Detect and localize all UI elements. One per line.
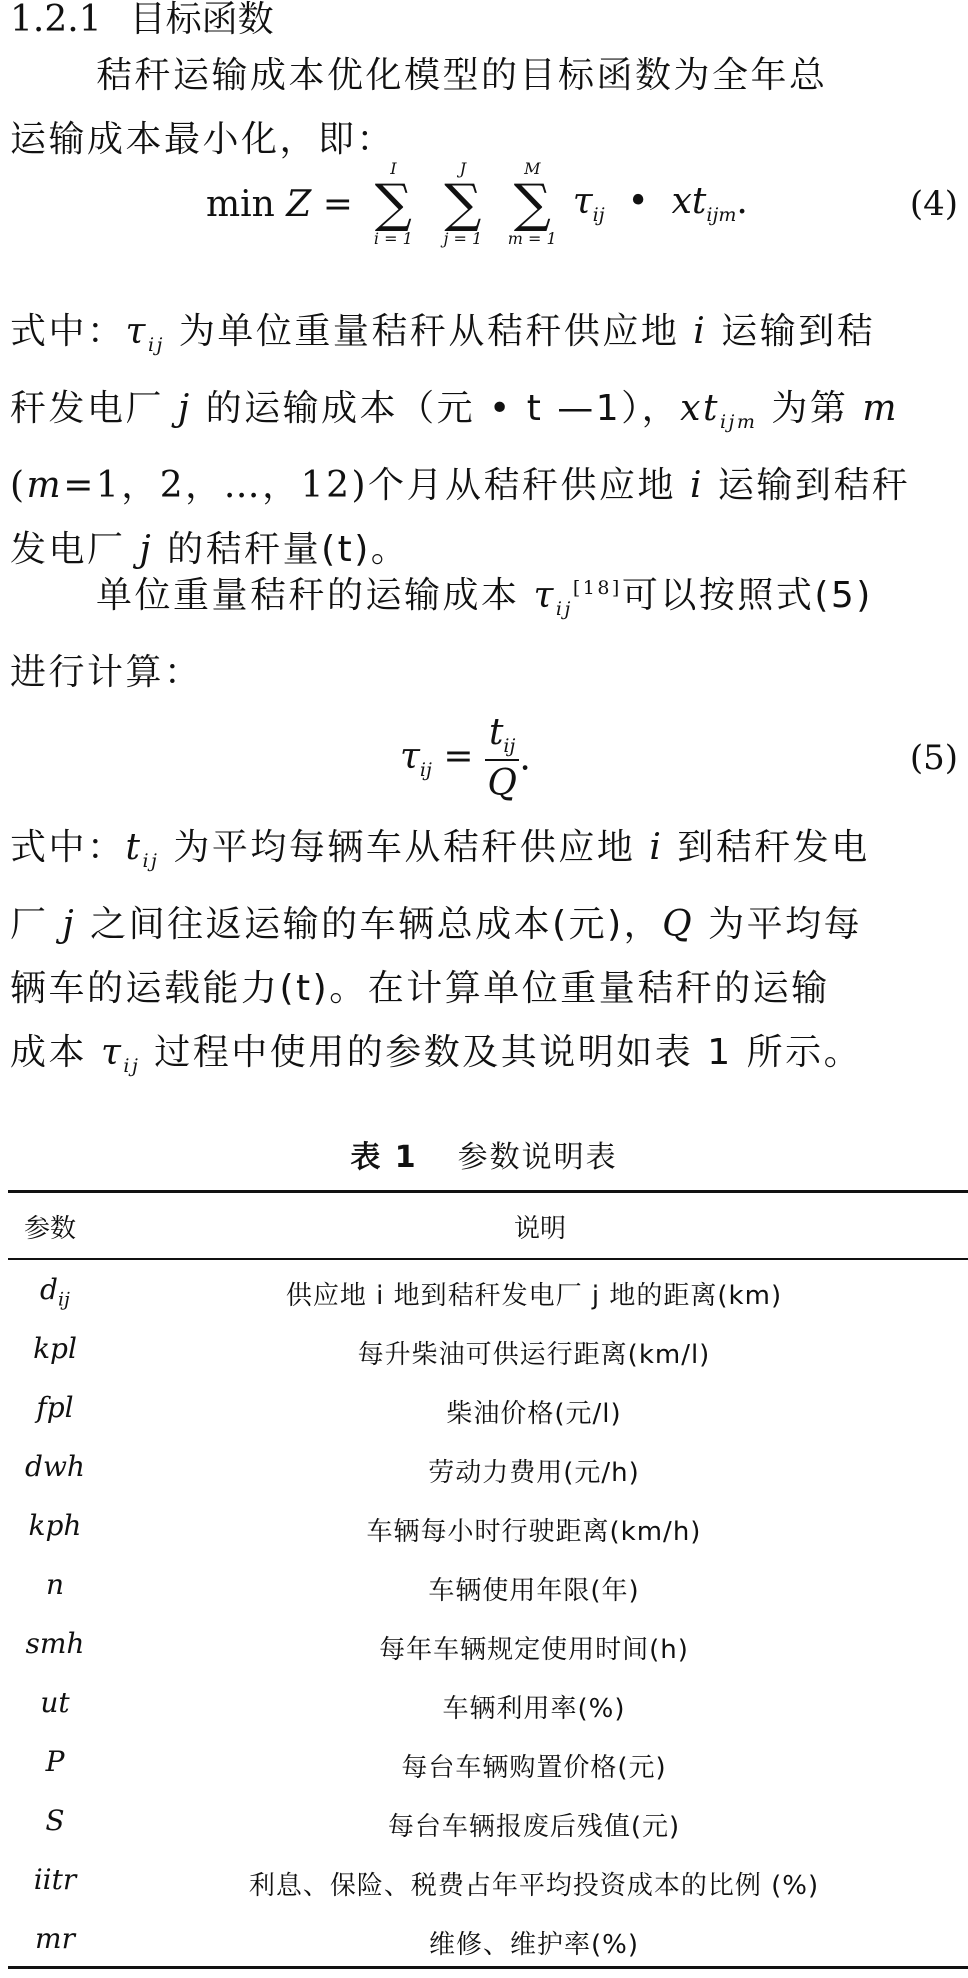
param-description: 柴油价格(元/l) <box>446 1399 622 1429</box>
table-row <box>0 1853 968 1912</box>
table-header-param: 参数 <box>24 1214 77 1244</box>
table-header-rule <box>8 1258 968 1260</box>
equation-5-number: (5) <box>909 738 958 778</box>
param-symbol: mr <box>35 1922 75 1955</box>
paragraph-objective <box>10 44 968 172</box>
param-symbol: $d_{ij}$ <box>40 1273 70 1311</box>
paragraph-unit-cost: 单位重量秸秆的运输成本 $\tau_{ij}[18]$可以按照式(5) 进行计算： <box>10 575 873 694</box>
equation-4-number: (4) <box>909 184 958 224</box>
table-row <box>0 1440 968 1499</box>
table-row <box>0 1735 968 1794</box>
table-row <box>0 1263 968 1322</box>
section-title: 目标函数 <box>129 0 274 40</box>
param-symbol: smh <box>25 1627 85 1660</box>
param-symbol: S <box>45 1804 65 1837</box>
section-number: 1.2.1 <box>10 0 102 40</box>
equation-4: min Z = I ∑ i = 1 J ∑ j = 1 M ∑ m = 1 $\tau_{ij}$ • $xt_{ijm}$. (4) <box>206 159 958 248</box>
sum-m: M ∑ m = 1 <box>507 159 557 248</box>
table-title: 参数说明表 <box>457 1140 618 1175</box>
table-row <box>0 1558 968 1617</box>
para1-line1: 秸秆运输成本优化模型的目标函数为全年总 <box>96 55 828 96</box>
paragraph-notation-1: 式中：$\tau_{ij}$ 为单位重量秸秆从秸秆供应地 i 运输到秸 秆发电厂 j 的运输成本（元 • t —1），$xt_{ijm}$ 为第 m (m=1，2，…，12)个月从秸秆供应地 i 运输到秸秆 发电厂 j 的秸秆量(t)。 <box>10 311 911 571</box>
param-description: 每台车辆报废后残值(元) <box>387 1812 681 1842</box>
table-row <box>0 1499 968 1558</box>
sum-j: J ∑ j = 1 <box>443 159 483 248</box>
param-symbol: fpl <box>36 1391 74 1424</box>
param-symbol: ut <box>40 1686 70 1719</box>
table-row <box>0 1322 968 1381</box>
table-header-desc: 说明 <box>513 1214 566 1244</box>
equation-5: $\tau_{ij}$ = $\frac{t_{ij}}{Q}$ . (5) <box>400 712 958 805</box>
para1-line2: 运输成本最小化，即： <box>10 119 396 160</box>
sum-i: I ∑ i = 1 <box>373 159 413 248</box>
param-description: 车辆使用年限(年) <box>428 1576 640 1606</box>
section-heading <box>10 0 274 40</box>
param-description: 维修、维护率(%) <box>429 1930 639 1960</box>
param-description: 车辆每小时行驶距离(km/h) <box>366 1517 702 1547</box>
param-symbol: dwh <box>25 1450 85 1483</box>
param-symbol: kph <box>28 1509 82 1542</box>
param-description: 车辆利用率(%) <box>442 1694 626 1724</box>
param-symbol: iitr <box>33 1863 77 1896</box>
param-description: 每升柴油可供运行距离(km/l) <box>357 1340 711 1370</box>
param-description: 每年车辆规定使用时间(h) <box>379 1635 689 1665</box>
table-bottom-rule <box>8 1966 968 1969</box>
table-row <box>0 1381 968 1440</box>
param-symbol: kpl <box>33 1332 77 1365</box>
table-caption <box>0 1132 968 1176</box>
table-row <box>0 1912 968 1971</box>
param-description: 每台车辆购置价格(元) <box>401 1753 667 1783</box>
table-row <box>0 1676 968 1735</box>
table-row <box>0 1794 968 1853</box>
param-description: 劳动力费用(元/h) <box>428 1458 640 1488</box>
param-description: 供应地 i 地到秸秆发电厂 j 地的距离(km) <box>285 1281 783 1311</box>
table-top-rule <box>8 1190 968 1193</box>
param-symbol: n <box>45 1568 65 1601</box>
param-symbol: P <box>45 1745 65 1778</box>
table-label: 表 1 <box>350 1140 418 1175</box>
param-description: 利息、保险、税费占年平均投资成本的比例 (%) <box>248 1871 820 1901</box>
paragraph-notation-2: 式中：$t_{ij}$ 为平均每辆车从秸秆供应地 i 到秸秆发电 厂 j 之间往返运输的车辆总成本(元)，Q 为平均每 辆车的运载能力(t)。在计算单位重量秸秆的运输 成本 $\tau_{ij}$ 过程中使用的参数及其说明如表 1 所示。 <box>10 827 870 1078</box>
fraction: $\frac{t_{ij}}{Q}$ <box>485 712 519 804</box>
table-row <box>0 1617 968 1676</box>
